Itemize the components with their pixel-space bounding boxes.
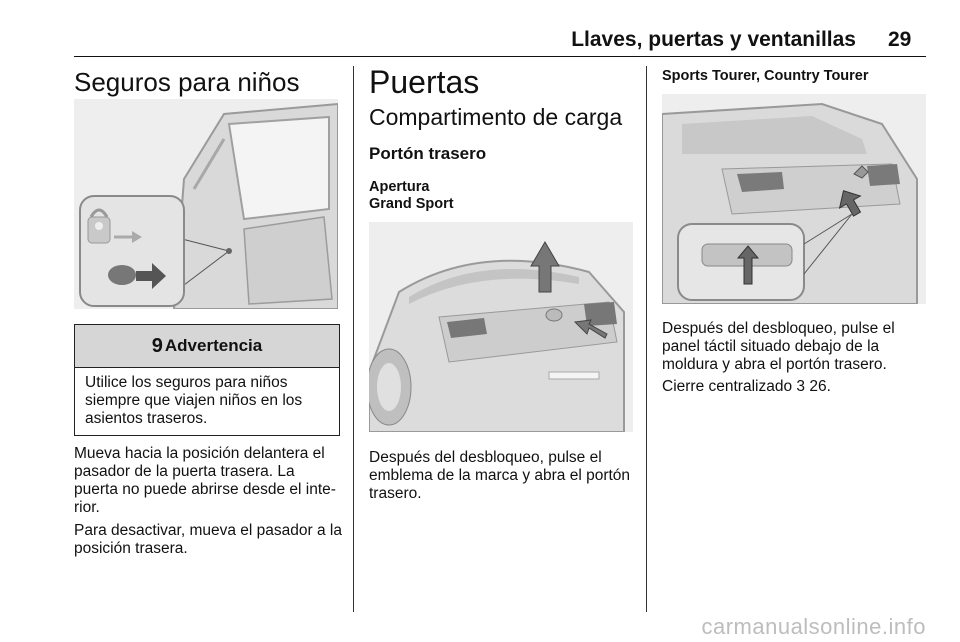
label-sports-tourer: Sports Tourer, Country Tourer [662,68,869,84]
warning-header [75,325,339,368]
page-header-title: Llaves, puertas y ventanillas [571,28,856,51]
central-locking-text: Cierre centralizado [662,378,797,395]
header-rule [74,56,926,57]
label-grand-sport: Grand Sport [369,196,454,212]
chapter-title: Puertas [369,64,480,100]
warning-icon: 9 [151,334,163,357]
column-divider-1 [353,66,354,612]
subsubsection-title: Portón trasero [369,144,487,163]
warning-box [74,324,340,436]
label-apertura: Apertura [369,179,430,195]
paragraph-central-locking [662,378,930,396]
paragraph-grand-sport-open: Después del desbloqueo, pulse el emblema de la marca y abra el portón trasero. [369,449,631,502]
column-divider-2 [646,66,647,612]
section-title: Seguros para niños [74,67,300,97]
paragraph-sports-tourer-open: Después del desbloqueo, pulse el panel táctil situado debajo de la moldura y abra el portón trasero. [662,320,895,373]
page-number: 29 [888,28,912,51]
paragraph-child-lock-deactivate: Para desactivar, mueva el pasador a la posición trasera. [74,522,342,557]
child-lock-illustration [74,99,338,309]
sports-tourer-tailgate-illustration [662,94,926,304]
central-locking-link[interactable]: 26. [805,378,831,395]
warning-text: Utilice los seguros para niños siempre que viajen niños en los asientos traseros. [85,374,303,427]
paragraph-child-lock-activate: Mueva hacia la posición delantera el pasador de la puerta trasera. La puerta no puede abrirse desde el inte-rior. [74,445,336,516]
grand-sport-tailgate-illustration [369,222,633,432]
warning-title: Advertencia [164,336,263,355]
subsection-title: Compartimento de carga [369,104,623,130]
page-reference-icon: 3 [796,378,806,395]
watermark: carmanualsonline.info [701,614,926,639]
